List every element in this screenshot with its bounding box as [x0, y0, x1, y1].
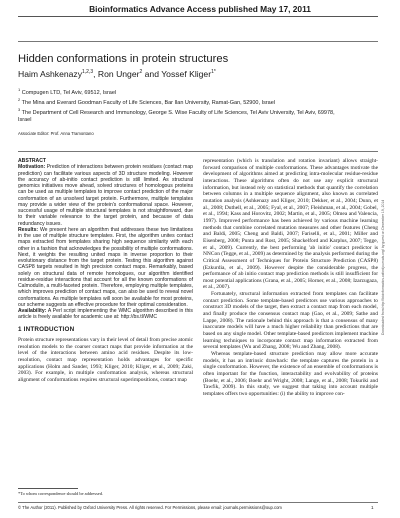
abstract-label: Availability:: [18, 308, 47, 314]
abstract-results: [18, 227, 193, 308]
body-paragraph: Fortunately, structural information extracted from templates can facilitate contact prediction. Some template-based predictors use various approaches to construct 3D models of the target, then extract a contact map from each model, and finally produce the consensus contact map (Gao, et al., 2009; Sathe and Lappe, 2008). The rationale behind this approach is that a consensus of many inaccurate models will have a much higher reliability than predictions that are based on any single model. Other template-based predictors implement machine learning techniques to incorporate contact map information extracted from several templates (Wu and Zhang, 2008; Wu and Zhang, 2008).: [203, 291, 378, 351]
abstract-availability: [18, 308, 193, 321]
abstract-label: Motivation:: [18, 164, 46, 171]
abstract-motivation: [18, 164, 193, 227]
footer-rule: [18, 502, 378, 503]
author-affiliation-mark: 1,2,3: [82, 69, 94, 76]
journal-header: Bioinformatics Advance Access published May 17, 2011: [89, 4, 311, 14]
associate-editor: Associate Editor: Prof. Anna Tramontano: [18, 131, 94, 136]
right-column: [203, 158, 378, 398]
abstract-heading: ABSTRACT: [18, 158, 47, 164]
left-column: [18, 158, 193, 384]
affiliation-mark: 1: [18, 87, 21, 92]
abstract: [18, 158, 193, 321]
download-stamp: Downloaded from http://bioinformatics.oxfordjournals.org/ by guest on December 19, 2014: [381, 199, 385, 335]
author-name: Ron Unger: [97, 69, 140, 79]
copyright-notice: © The Author (2011). Published by Oxford University Press. All rights reserved. For Permissions, please email: journals.permissions@oup.com: [18, 505, 282, 510]
affiliation-mark: 2: [18, 97, 21, 102]
section-heading-introduction: 1 INTRODUCTION: [18, 325, 75, 333]
abstract-label: Results:: [18, 226, 39, 233]
article-title: Hidden conformations in protein structures: [18, 53, 229, 65]
affiliation-text: The Mina and Everard Goodman Faculty of Life Sciences, Bar Ilan University, Ramat-Gan, 52900, Israel: [21, 99, 275, 106]
body-paragraph: representation (which is translation and rotation invariant) allows straight-forward comparison of multiple conformations. These advantages motivate the development of algorithms aimed at predicting intra-molecular residue-residue interactions. These algorithms often do not use any explicit structural information, but instead rely on statistical methods that quantify the correlation between columns in a multiple sequence alignment, also known as correlated mutation analysis (Ashkenazy and Kliger, 2010; Dekker, et al., 2004; Dunn, et al., 2008; Duthell, et al., 2005; Fyal, et al., 2007; Fleishman, et al., 2004; Gobel, et al., 1994; Kass and Horovitz, 2002; Martin, et al., 2005; Olmea and Valencia, 1997). Improved performance has been achieved by various machine learning methods that combine correlated mutation measures and other features (Cheng and Baldi, 2005; Cheng and Baldi, 2007; Fariselli, et al., 2001; Miller and Eisenberg, 2008; Punta and Rost, 2005; Shackelford and Karplus, 2007; Tegge, et al., 2009). Currently, the best performing 'ab initio' contact predictor is NNCon (Tegge, et al., 2009) as determined by the analysis performed during the Critical Assessment of Techniques for Protein Structure Prediction (CASP8) (Ezkurdia, et al., 2009). However despite the considerable progress, the performance of ab initio contact map prediction methods is still insufficient for most potential applications (Grana, et al., 2005; Horner, et al., 2008; Izarzugaza, et al., 2007).: [203, 158, 378, 291]
author-affiliation-mark: 2: [139, 69, 143, 76]
affiliation-text: The Department of Cell Research and Immunology, George S. Wise Faculty of Life Sciences, Tel Aviv University, Tel Aviv, 69978, Israel: [18, 109, 335, 123]
abstract-text: Prediction of interactions between protein residues (contact map prediction) can facilitate various aspects of 3D structure modeling. However the accuracy of ab-initio contact prediction is still limited. As structural genomics initiatives move ahead, solved structures of homologous proteins can be used as multiple templates to improve contact prediction of the major conformation of an unsolved target protein. Furthermore, multiple templates may provide a wider view of the protein's conformational space. However, successful usage of multiple structural templates is not straightforward, due to their variable relevance to the target protein, and because of data redundancy issues.: [18, 164, 194, 227]
author-name: Haim Ashkenazy: [18, 69, 83, 79]
affiliation-text: Compugen LTD, Tel Aviv, 69512, Israel: [21, 89, 117, 96]
affiliation: [18, 106, 348, 124]
section-rule: [18, 151, 378, 152]
header-rule: [18, 16, 378, 17]
footnote-rule: [18, 488, 78, 489]
author-affiliation-mark: 1*: [211, 69, 216, 76]
abstract-text: A Perl script implementing the WMC algorithm described in this article is freely available for academic use at: http://bs.tl/WMC: [18, 308, 193, 321]
abstract-text: We present here an algorithm that addresses these two limitations in the use of multiple structure templates. First, the algorithm unites contact maps extracted from templates sharing high sequence similarity with each other in a fashion that acknowledges the possibility of multiple conformations. Next, it weights the resulting united maps in inverse proportion to their evolutionary distance from the target protein. Testing this algorithm against CASP8 targets resulted in high precision contact maps. Remarkably, based solely on structural data of remote homologues, our algorithm identified residue-residue interactions that account for all the known conformations of Calmodulin, a multi-faceted protein. Therefore, employing multiple templates, which improves prediction of contact maps, can also be used to reveal novel conformations. As multiple templates will soon be available for most proteins, our scheme suggests an effective procedure for their optimal consideration.: [18, 226, 193, 308]
page-number: 1: [371, 505, 374, 510]
body-paragraph: Protein structure representations vary in their level of detail from precise atomic resolution models to the coarser contact maps that provide information at the level of the interactions between amino acid residues. Despite its low-resolution, contact map representation holds advantages for specific applications (Holm and Sander, 1993; Kliger, 2010; Kliger, et al., 2009; Zaki, 2003). For example, in multiple conformation analysis, whereas structural alignment of conformations requires structural superimpositions, contact map: [18, 337, 193, 384]
footnote: *To whom correspondence should be addressed.: [18, 491, 104, 496]
author-list: Haim Ashkenazy$^{1,2,3}$, Ron Unger$^2$ and Yossef Kliger$^{1*}$: [18, 69, 216, 79]
affiliation-mark: 3: [18, 107, 21, 112]
title-rule: [18, 41, 378, 42]
author-name: Yossef Kliger: [161, 69, 212, 79]
body-paragraph: Whereas template-based structure prediction may allow more accurate models, it has an intrinsic drawback: the template captures the protein in a single conformation. However, the existence of an ensemble of conformations is often important for the function, interactability and evolvability of proteins (Boehr, et al., 2006; Boehr and Wright, 2008; Lange, et al., 2008; Tokuriki and Tawfik, 2009). In this study, we suggest that taking into account multiple templates offers two opportunities: (i) the ability to improve con-: [203, 351, 378, 397]
